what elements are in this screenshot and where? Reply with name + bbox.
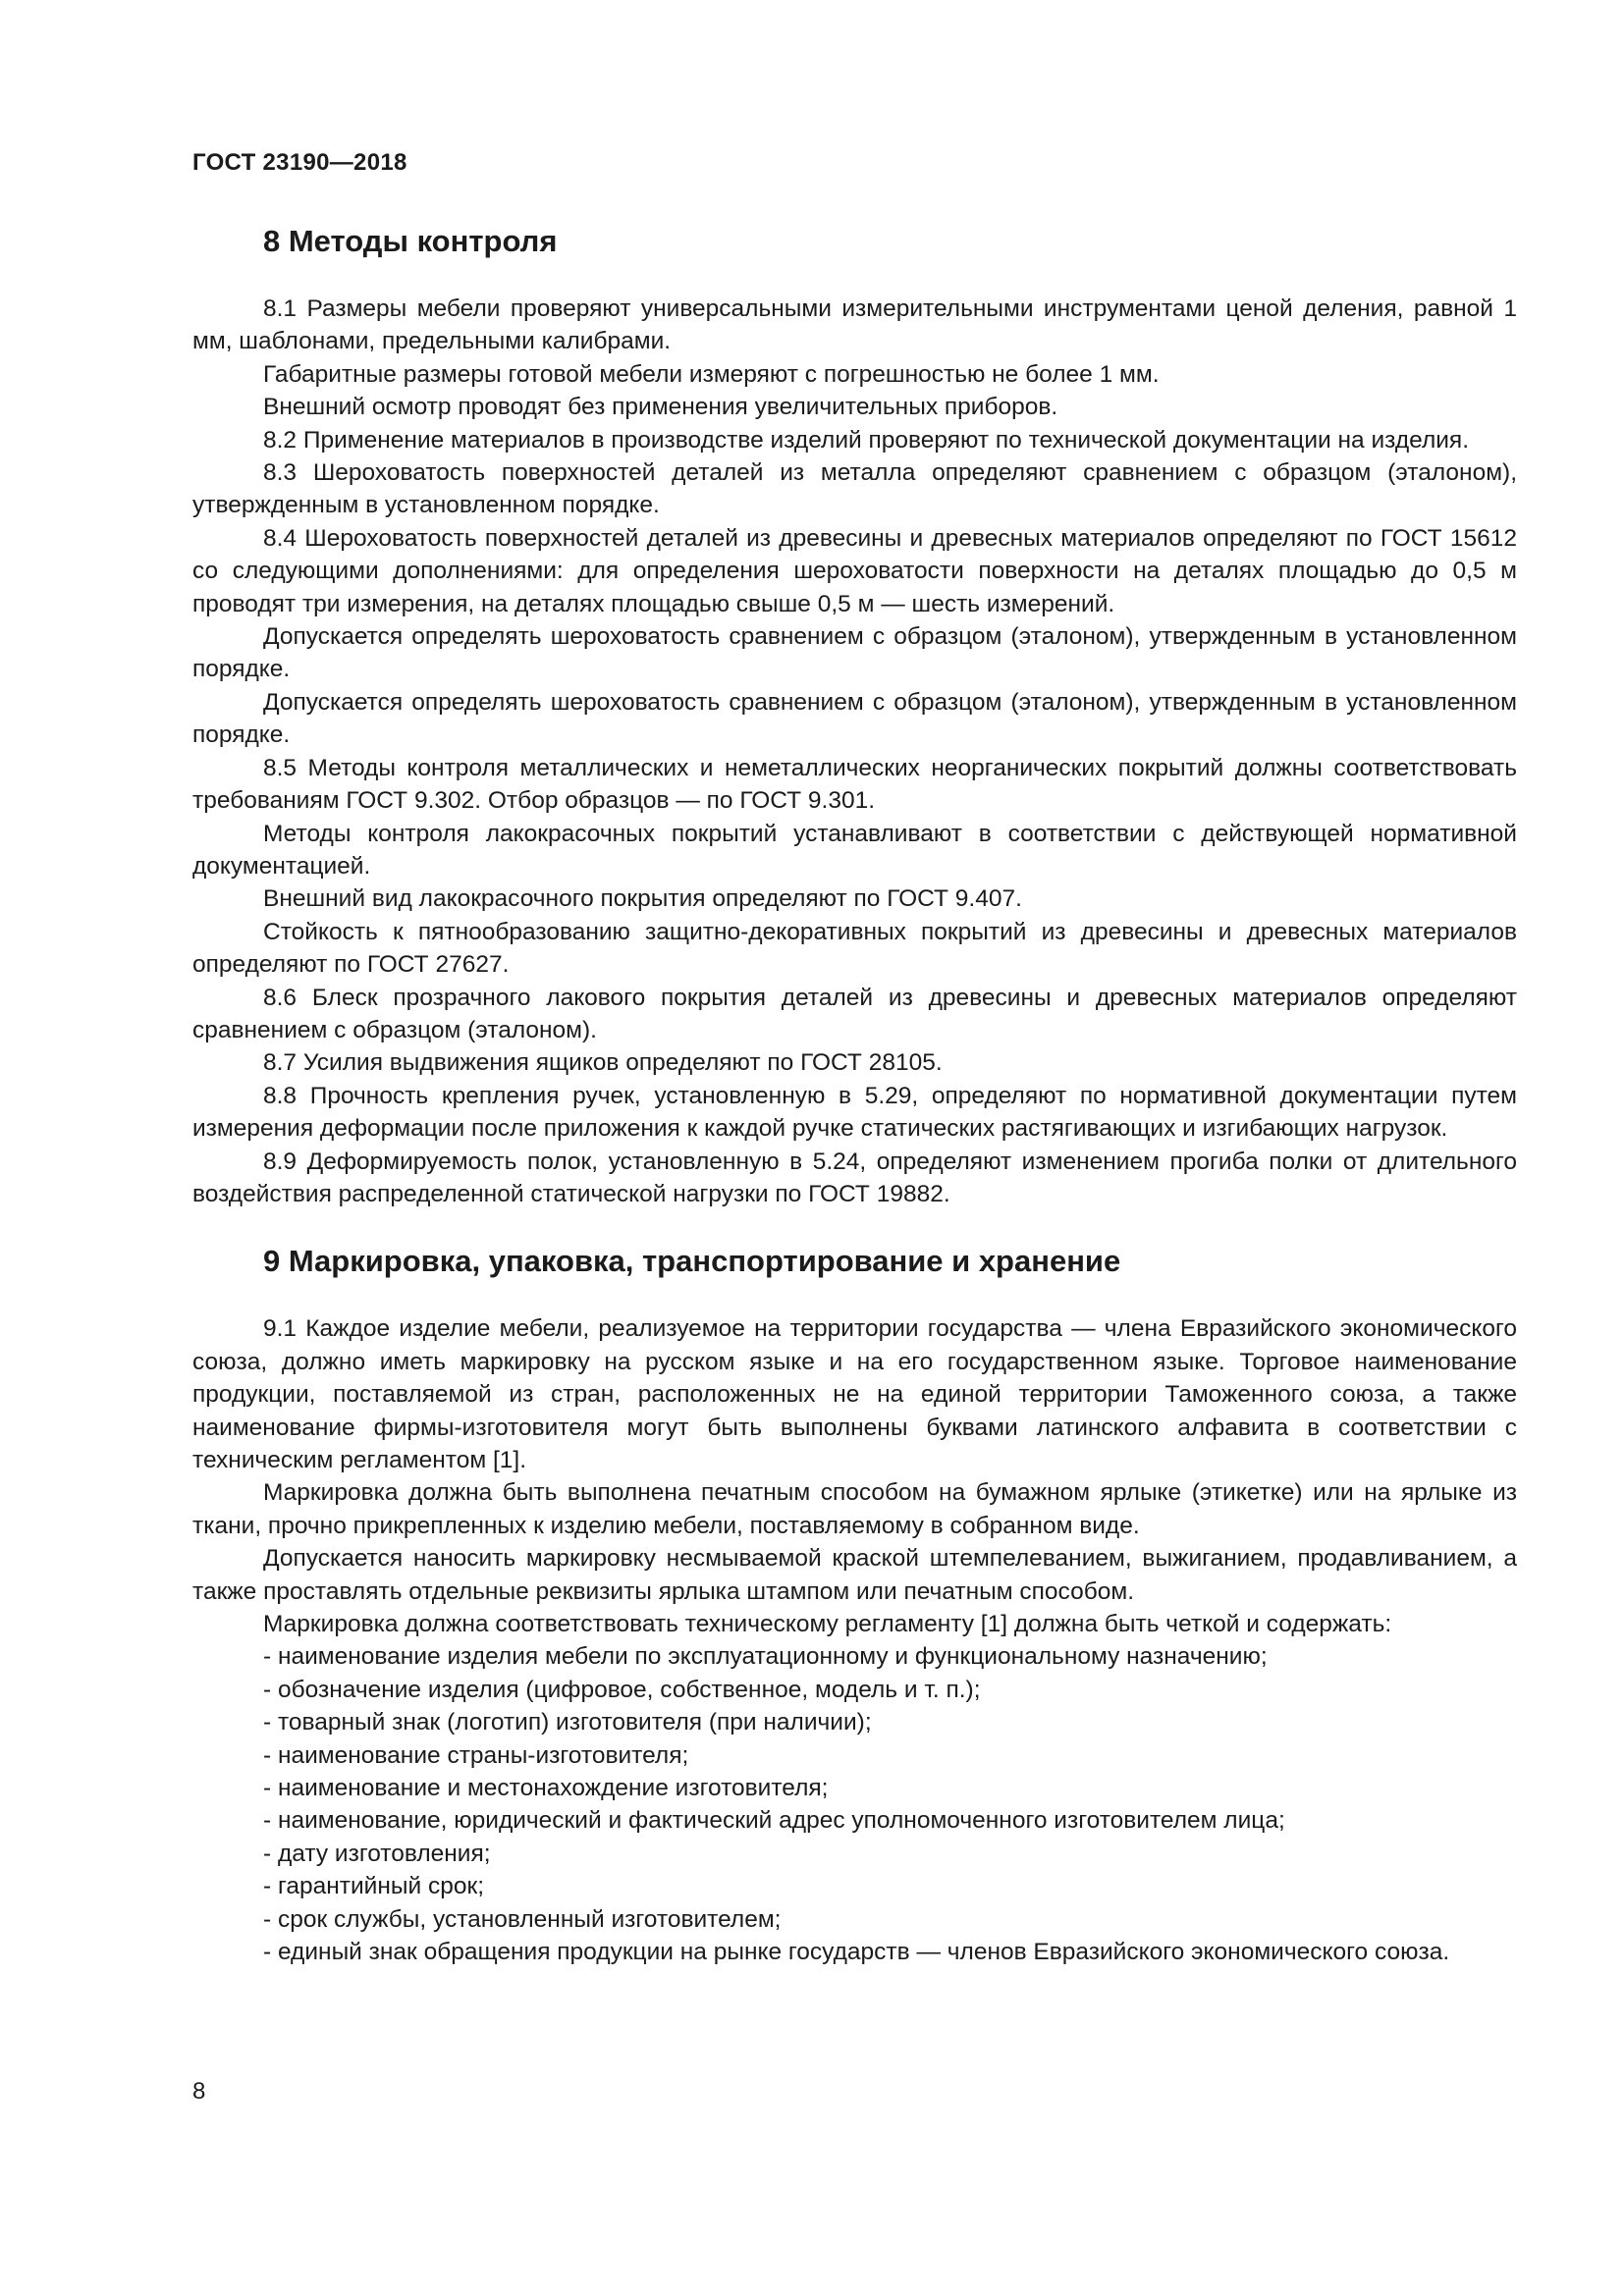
section-8-title: 8 Методы контроля <box>263 224 558 258</box>
paragraph: Стойкость к пятнообразованию защитно-декоративных покрытий из древесины и древесных материалов определяют по ГОСТ 27627. <box>192 918 1517 979</box>
list-item: - гарантийный срок; <box>263 1873 485 1900</box>
paragraph-8-6: 8.6 Блеск прозрачного лакового покрытия деталей из древесины и древесных материалов определяют сравнением с образцом (эталоном). <box>192 984 1517 1043</box>
paragraph-8-3: 8.3 Шероховатость поверхностей деталей из металла определяют сравнением с образцом (эталоном), утвержденным в установленном порядке. <box>192 459 1517 519</box>
list-item: - наименование изделия мебели по эксплуатационному и функциональному назначению; <box>263 1643 1268 1671</box>
paragraph: Методы контроля лакокрасочных покрытий устанавливают в соответствии с действующей нормативной документацией. <box>192 820 1517 880</box>
paragraph-9-1: 9.1 Каждое изделие мебели, реализуемое на территории государства — члена Евразийского экономического союза, должно иметь маркировку на русском языке и на его государственном языке. Торговое наименование продукции, поставляемой из стран, расположенных не на единой территории Таможенного союза, а также наименование фирмы-изготовителя могут быть выполнены буквами латинского алфавита в соответствии с техническим регламентом [1]. <box>192 1315 1517 1473</box>
list-item: - наименование страны-изготовителя; <box>263 1741 689 1769</box>
paragraph: Допускается определять шероховатость сравнением с образцом (эталоном), утвержденным в установленном порядке. <box>192 688 1517 749</box>
list-item: - единый знак обращения продукции на рынке государств — членов Евразийского экономического союза. <box>263 1939 1450 1966</box>
paragraph-8-4: 8.4 Шероховатость поверхностей деталей из древесины и древесных материалов определяют по ГОСТ 15612 со следующими дополнениями: для определения шероховатости поверхности на деталях площадью до 0,5 м проводят три измерения, на деталях площадью свыше 0,5 м — шесть измерений. <box>192 524 1517 617</box>
paragraph-8-1: 8.1 Размеры мебели проверяют универсальными измерительными инструментами ценой деления, равной 1 мм, шаблонами, предельными калибрами. <box>192 295 1517 355</box>
paragraph: Допускается наносить маркировку несмываемой краской штемпелеванием, выжиганием, продавливанием, а также проставлять отдельные реквизиты ярлыка штампом или печатным способом. <box>192 1545 1517 1605</box>
paragraph: Маркировка должна соответствовать техническому регламенту [1] должна быть четкой и содержать: <box>263 1611 1392 1638</box>
paragraph: Маркировка должна быть выполнена печатным способом на бумажном ярлыке (этикетке) или на ярлыке из ткани, прочно прикрепленных к изделию мебели, поставляемому в собранном виде. <box>192 1479 1517 1539</box>
list-item: - срок службы, установленный изготовителем; <box>263 1905 782 1933</box>
document-header: ГОСТ 23190—2018 <box>192 149 407 176</box>
paragraph: Допускается определять шероховатость сравнением с образцом (эталоном), утвержденным в установленном порядке. <box>192 623 1517 683</box>
document-body <box>192 224 1517 1969</box>
list-item: - товарный знак (логотип) изготовителя (при наличии); <box>263 1709 872 1736</box>
list-item: - наименование и местонахождение изготовителя; <box>263 1775 829 1802</box>
paragraph-8-8: 8.8 Прочность крепления ручек, установленную в 5.29, определяют по нормативной документации путем измерения деформации после приложения к каждой ручке статических растягивающих и изгибающих нагрузок. <box>192 1082 1517 1143</box>
paragraph-8-2: 8.2 Применение материалов в производстве изделий проверяют по технической документации на изделия. <box>263 426 1470 454</box>
list-item: - дату изготовления; <box>263 1840 491 1867</box>
paragraph-8-5: 8.5 Методы контроля металлических и неметаллических неорганических покрытий должны соответствовать требованиям ГОСТ 9.302. Отбор образцов — по ГОСТ 9.301. <box>192 754 1517 815</box>
paragraph-8-7: 8.7 Усилия выдвижения ящиков определяют по ГОСТ 28105. <box>263 1049 943 1077</box>
paragraph: Внешний осмотр проводят без применения увеличительных приборов. <box>263 394 1058 421</box>
marking-requirements-list <box>192 1640 1517 1968</box>
paragraph-8-9: 8.9 Деформируемость полок, установленную в 5.24, определяют изменением прогиба полки от длительного воздействия распределенной статической нагрузки по ГОСТ 19882. <box>192 1148 1517 1207</box>
paragraph: Габаритные размеры готовой мебели измеряют с погрешностью не более 1 мм. <box>263 360 1160 388</box>
page-number: 8 <box>192 2078 206 2105</box>
list-item: - обозначение изделия (цифровое, собственное, модель и т. п.); <box>263 1676 981 1703</box>
paragraph: Внешний вид лакокрасочного покрытия определяют по ГОСТ 9.407. <box>263 885 1022 913</box>
list-item: - наименование, юридический и фактический адрес уполномоченного изготовителем лица; <box>263 1807 1285 1835</box>
section-9-title: 9 Маркировка, упаковка, транспортирование и хранение <box>263 1244 1121 1279</box>
